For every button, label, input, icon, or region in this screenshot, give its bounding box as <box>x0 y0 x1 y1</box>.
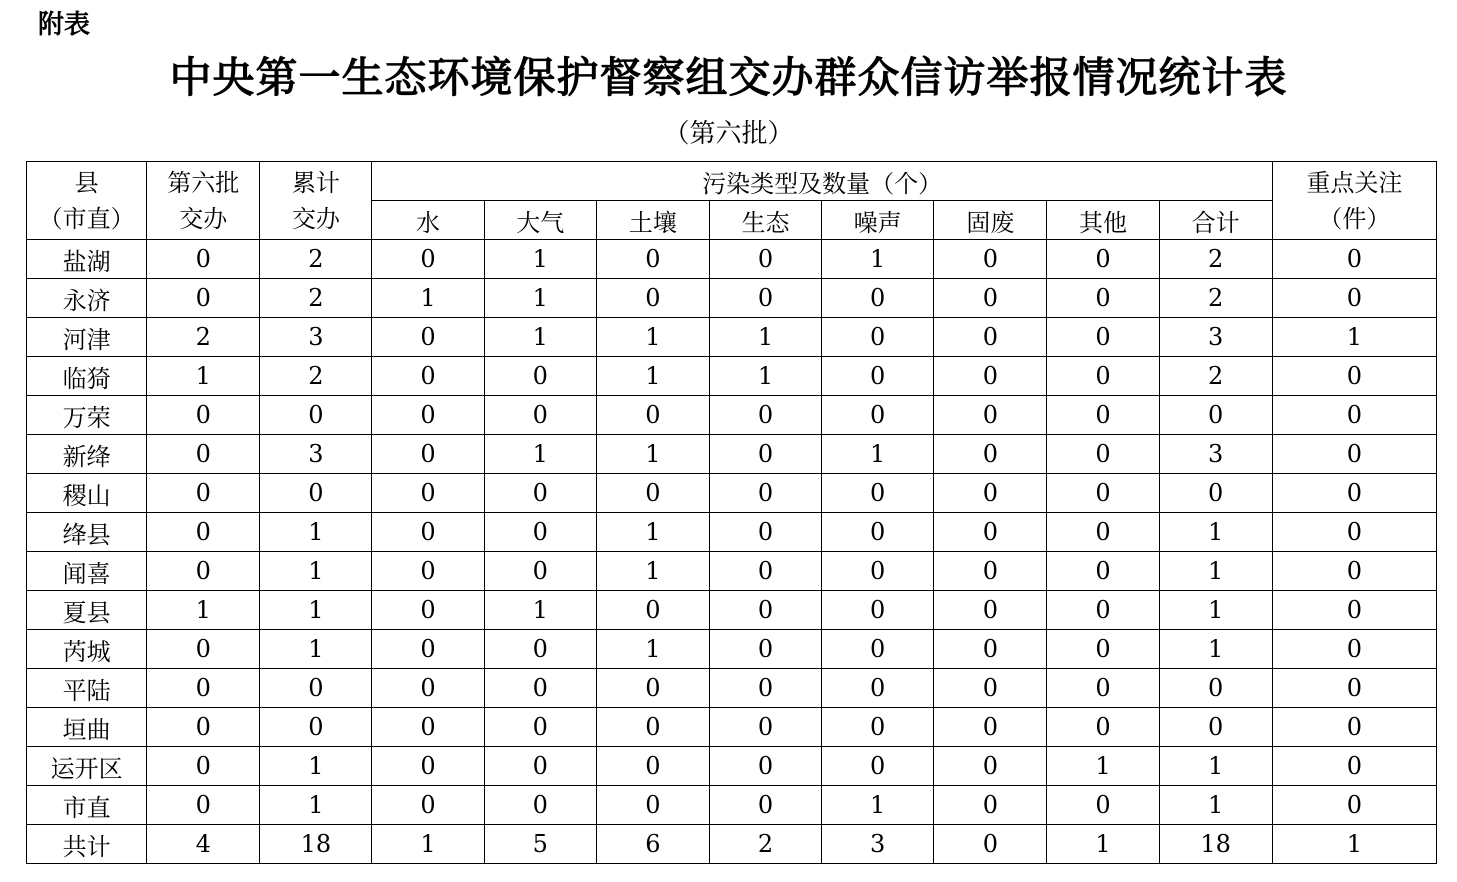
table-cell: 0 <box>372 591 484 630</box>
table-cell: 0 <box>709 708 821 747</box>
table-cell: 2 <box>260 279 372 318</box>
table-cell: 0 <box>1047 669 1159 708</box>
header-water: 水 <box>372 201 484 240</box>
table-cell: 0 <box>709 747 821 786</box>
table-cell: 0 <box>1272 591 1436 630</box>
table-cell: 1 <box>596 435 709 474</box>
table-cell: 1 <box>1159 747 1272 786</box>
table-cell: 18 <box>1159 825 1272 864</box>
table-cell: 0 <box>1272 357 1436 396</box>
row-county-name: 垣曲 <box>27 708 147 747</box>
table-cell: 0 <box>934 786 1047 825</box>
table-cell: 1 <box>484 591 596 630</box>
table-row <box>27 474 1437 513</box>
table-cell: 0 <box>1047 279 1159 318</box>
table-cell: 0 <box>934 825 1047 864</box>
table-row <box>27 708 1437 747</box>
table-cell: 0 <box>1047 474 1159 513</box>
table-row <box>27 318 1437 357</box>
header-county: 县 （市直） <box>27 162 147 240</box>
header-key-focus: 重点关注 （件） <box>1272 162 1436 240</box>
table-cell: 0 <box>934 240 1047 279</box>
table-row <box>27 552 1437 591</box>
header-ecology: 生态 <box>709 201 821 240</box>
table-cell: 2 <box>1159 357 1272 396</box>
row-county-name: 运开区 <box>27 747 147 786</box>
attachment-tag: 附表 <box>38 10 91 40</box>
table-cell: 0 <box>1047 591 1159 630</box>
row-county-name: 河津 <box>27 318 147 357</box>
table-cell: 0 <box>1272 747 1436 786</box>
table-body <box>27 240 1437 864</box>
table-row <box>27 747 1437 786</box>
table-cell: 1 <box>1047 825 1159 864</box>
table-cell: 1 <box>147 591 260 630</box>
table-cell: 0 <box>147 279 260 318</box>
table-row <box>27 357 1437 396</box>
table-cell: 0 <box>822 747 934 786</box>
table-cell: 1 <box>1159 513 1272 552</box>
page-title: 中央第一生态环境保护督察组交办群众信访举报情况统计表 <box>169 53 1288 102</box>
table-cell: 1 <box>709 318 821 357</box>
table-cell: 0 <box>934 279 1047 318</box>
table-cell: 0 <box>1047 630 1159 669</box>
table-cell: 0 <box>709 786 821 825</box>
table-cell: 2 <box>260 240 372 279</box>
table-cell: 0 <box>372 786 484 825</box>
row-county-name: 市直 <box>27 786 147 825</box>
table-cell: 0 <box>709 669 821 708</box>
table-cell: 2 <box>1159 279 1272 318</box>
table-cell: 0 <box>1047 513 1159 552</box>
table-cell: 0 <box>372 552 484 591</box>
table-cell: 0 <box>484 747 596 786</box>
row-county-name: 稷山 <box>27 474 147 513</box>
table-row <box>27 279 1437 318</box>
row-county-name: 夏县 <box>27 591 147 630</box>
table-cell: 1 <box>260 513 372 552</box>
table-cell: 0 <box>147 786 260 825</box>
table-cell: 0 <box>147 708 260 747</box>
table-cell: 0 <box>260 669 372 708</box>
table-cell: 1 <box>147 357 260 396</box>
table-cell: 1 <box>1159 591 1272 630</box>
table-cell: 0 <box>1047 318 1159 357</box>
table-cell: 3 <box>260 318 372 357</box>
table-cell: 0 <box>709 513 821 552</box>
table-cell: 0 <box>372 435 484 474</box>
table-cell: 0 <box>934 474 1047 513</box>
table-cell: 1 <box>260 747 372 786</box>
table-cell: 0 <box>1159 708 1272 747</box>
table-cell: 1 <box>260 630 372 669</box>
table-cell: 1 <box>596 630 709 669</box>
table-cell: 0 <box>934 318 1047 357</box>
table-row <box>27 786 1437 825</box>
table-cell: 0 <box>1272 708 1436 747</box>
table-cell: 3 <box>1159 435 1272 474</box>
table-cell: 0 <box>1272 669 1436 708</box>
table-cell: 1 <box>822 786 934 825</box>
table-cell: 0 <box>484 513 596 552</box>
table-cell: 0 <box>934 396 1047 435</box>
table-cell: 0 <box>372 396 484 435</box>
table-cell: 0 <box>1272 474 1436 513</box>
table-cell: 0 <box>372 474 484 513</box>
table-cell: 0 <box>484 630 596 669</box>
table-cell: 0 <box>1272 513 1436 552</box>
table-cell: 0 <box>1272 240 1436 279</box>
table-cell: 1 <box>822 240 934 279</box>
table-cell: 3 <box>260 435 372 474</box>
table-cell: 0 <box>822 552 934 591</box>
table-cell: 1 <box>484 318 596 357</box>
table-cell: 0 <box>484 708 596 747</box>
table-cell: 0 <box>822 513 934 552</box>
header-air: 大气 <box>484 201 596 240</box>
table-cell: 0 <box>1159 396 1272 435</box>
table-cell: 0 <box>1047 435 1159 474</box>
table-cell: 0 <box>1047 396 1159 435</box>
row-county-name: 永济 <box>27 279 147 318</box>
table-cell: 0 <box>1272 630 1436 669</box>
table-row <box>27 630 1437 669</box>
row-county-name: 闻喜 <box>27 552 147 591</box>
table-cell: 0 <box>934 708 1047 747</box>
table-cell: 0 <box>596 708 709 747</box>
table-cell: 0 <box>822 318 934 357</box>
table-cell: 0 <box>709 396 821 435</box>
table-cell: 0 <box>260 708 372 747</box>
table-cell: 0 <box>147 435 260 474</box>
table-cell: 0 <box>484 357 596 396</box>
table-cell: 1 <box>260 591 372 630</box>
table-cell: 0 <box>822 591 934 630</box>
table-cell: 0 <box>822 357 934 396</box>
table-row <box>27 669 1437 708</box>
table-cell: 1 <box>1272 825 1436 864</box>
table-cell: 1 <box>1159 630 1272 669</box>
table-cell: 0 <box>372 669 484 708</box>
table-cell: 2 <box>147 318 260 357</box>
table-cell: 1 <box>596 552 709 591</box>
header-soil: 土壤 <box>596 201 709 240</box>
table-cell: 0 <box>260 474 372 513</box>
table-cell: 0 <box>934 591 1047 630</box>
table-cell: 0 <box>1159 669 1272 708</box>
table-cell: 0 <box>484 552 596 591</box>
table-cell: 0 <box>709 552 821 591</box>
table-cell: 0 <box>822 669 934 708</box>
table-cell: 0 <box>934 630 1047 669</box>
header-noise: 噪声 <box>822 201 934 240</box>
table-cell: 0 <box>1047 357 1159 396</box>
table-cell: 0 <box>147 396 260 435</box>
table-cell: 0 <box>596 591 709 630</box>
table-cell: 0 <box>484 474 596 513</box>
table-cell: 0 <box>596 669 709 708</box>
table-cell: 1 <box>372 825 484 864</box>
table-cell: 2 <box>260 357 372 396</box>
table-cell: 0 <box>484 669 596 708</box>
table-cell: 1 <box>1159 552 1272 591</box>
table-cell: 0 <box>1159 474 1272 513</box>
table-cell: 0 <box>822 279 934 318</box>
table-cell: 0 <box>260 396 372 435</box>
table-cell: 1 <box>1272 318 1436 357</box>
table-cell: 0 <box>1272 279 1436 318</box>
row-county-name: 共计 <box>27 825 147 864</box>
table-cell: 0 <box>1272 786 1436 825</box>
table-cell: 5 <box>484 825 596 864</box>
table-cell: 0 <box>596 747 709 786</box>
table-cell: 0 <box>1047 708 1159 747</box>
table-cell: 0 <box>934 435 1047 474</box>
table-cell: 0 <box>822 474 934 513</box>
table-cell: 2 <box>709 825 821 864</box>
table-cell: 0 <box>1272 552 1436 591</box>
table-cell: 0 <box>822 708 934 747</box>
table-cell: 0 <box>596 240 709 279</box>
table-cell: 2 <box>1159 240 1272 279</box>
table-cell: 0 <box>596 786 709 825</box>
row-county-name: 新绛 <box>27 435 147 474</box>
table-cell: 0 <box>934 669 1047 708</box>
table-cell: 3 <box>822 825 934 864</box>
table-cell: 0 <box>709 435 821 474</box>
table-cell: 0 <box>934 513 1047 552</box>
table-cell: 1 <box>260 552 372 591</box>
table-row <box>27 591 1437 630</box>
table-cell: 3 <box>1159 318 1272 357</box>
table-cell: 0 <box>147 669 260 708</box>
table-cell: 0 <box>372 630 484 669</box>
table-cell: 1 <box>1047 747 1159 786</box>
batch-subtitle: （第六批） <box>663 119 794 149</box>
table-header <box>27 162 1437 240</box>
table-row <box>27 513 1437 552</box>
table-cell: 0 <box>1272 435 1436 474</box>
table-cell: 0 <box>147 240 260 279</box>
table-cell: 4 <box>147 825 260 864</box>
table-cell: 1 <box>1159 786 1272 825</box>
row-county-name: 万荣 <box>27 396 147 435</box>
table-cell: 1 <box>484 279 596 318</box>
table-cell: 0 <box>709 591 821 630</box>
header-solid-waste: 固废 <box>934 201 1047 240</box>
table-cell: 0 <box>596 396 709 435</box>
table-cell: 0 <box>484 786 596 825</box>
table-cell: 0 <box>709 240 821 279</box>
table-cell: 0 <box>147 630 260 669</box>
table-cell: 1 <box>260 786 372 825</box>
row-county-name: 绛县 <box>27 513 147 552</box>
table-cell: 0 <box>709 279 821 318</box>
table-cell: 0 <box>596 474 709 513</box>
table-cell: 0 <box>1047 240 1159 279</box>
table-cell: 0 <box>1272 396 1436 435</box>
header-cumulative-assigned: 累计 交办 <box>260 162 372 240</box>
table-row <box>27 396 1437 435</box>
table-cell: 0 <box>934 357 1047 396</box>
row-county-name: 盐湖 <box>27 240 147 279</box>
table-cell: 0 <box>934 747 1047 786</box>
table-cell: 1 <box>484 435 596 474</box>
table-cell: 1 <box>484 240 596 279</box>
table-cell: 0 <box>372 513 484 552</box>
table-cell: 0 <box>934 552 1047 591</box>
table-cell: 0 <box>372 747 484 786</box>
table-cell: 0 <box>484 396 596 435</box>
header-subtotal: 合计 <box>1159 201 1272 240</box>
table-cell: 0 <box>147 747 260 786</box>
table-row <box>27 435 1437 474</box>
table-cell: 0 <box>709 474 821 513</box>
table-cell: 0 <box>372 318 484 357</box>
table-cell: 0 <box>822 630 934 669</box>
header-batch-assigned: 第六批 交办 <box>147 162 260 240</box>
table-cell: 1 <box>372 279 484 318</box>
table-cell: 0 <box>709 630 821 669</box>
table-cell: 0 <box>147 474 260 513</box>
table-cell: 1 <box>822 435 934 474</box>
table-cell: 1 <box>596 513 709 552</box>
table-cell: 0 <box>372 357 484 396</box>
table-cell: 0 <box>147 552 260 591</box>
row-county-name: 芮城 <box>27 630 147 669</box>
table-cell: 18 <box>260 825 372 864</box>
table-cell: 1 <box>596 357 709 396</box>
row-county-name: 平陆 <box>27 669 147 708</box>
table-cell: 0 <box>596 279 709 318</box>
statistics-table <box>26 161 1437 864</box>
table-row <box>27 240 1437 279</box>
table-cell: 0 <box>147 513 260 552</box>
table-row-total <box>27 825 1437 864</box>
header-other: 其他 <box>1047 201 1159 240</box>
table-cell: 0 <box>1047 552 1159 591</box>
row-county-name: 临猗 <box>27 357 147 396</box>
table-cell: 0 <box>822 396 934 435</box>
table-cell: 1 <box>709 357 821 396</box>
table-cell: 0 <box>372 240 484 279</box>
table-cell: 0 <box>1047 786 1159 825</box>
table-cell: 1 <box>596 318 709 357</box>
table-cell: 6 <box>596 825 709 864</box>
header-pollution-group: 污染类型及数量（个） <box>372 162 1272 201</box>
table-cell: 0 <box>372 708 484 747</box>
